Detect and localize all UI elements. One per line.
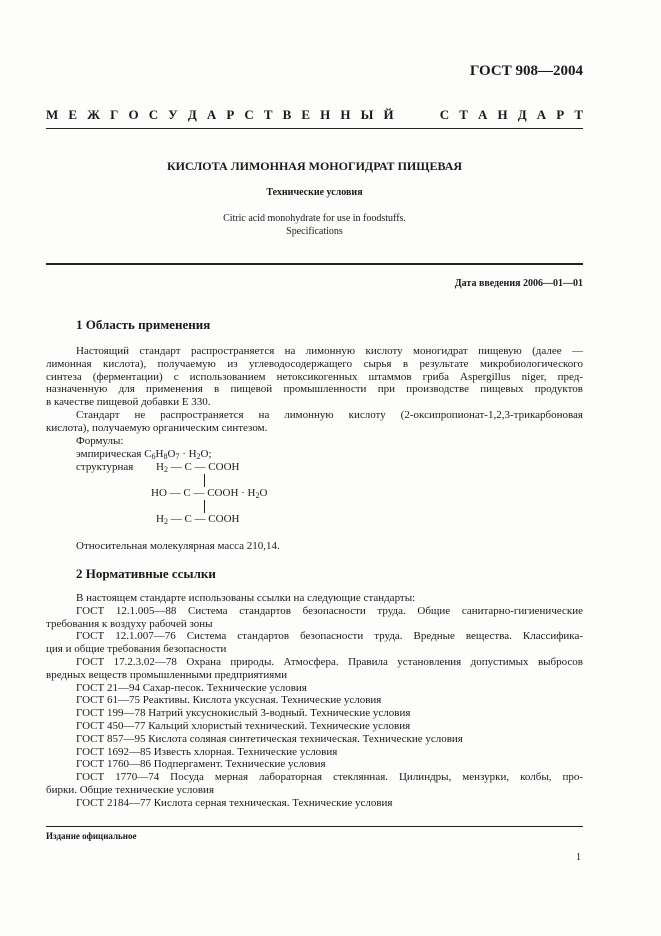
- bond-line: [204, 500, 205, 513]
- page-number: 1: [576, 852, 581, 863]
- interstate-standard-banner: [46, 107, 583, 123]
- english-title-line: Citric acid monohydrate for use in foodstuffs.: [223, 213, 406, 224]
- reference-line: ГОСТ 1692—85 Известь хлорная. Технические условия: [76, 745, 338, 758]
- banner-letter: Т: [459, 107, 468, 122]
- banner-letter: Н: [320, 107, 331, 122]
- section-1-paragraph-1: [46, 345, 583, 409]
- formulas-label: Формулы:: [76, 435, 124, 447]
- reference-line: ция и общие требования безопасности: [46, 643, 227, 656]
- structural-formula-row-3: $H_2$ — C — COOH: [156, 513, 240, 526]
- banner-letter: Р: [556, 107, 565, 122]
- footer-rule: [46, 826, 583, 827]
- reference-line: ГОСТ 1760—86 Подпергамент. Технические условия: [76, 758, 326, 771]
- section-1-heading: 1 Область применения: [76, 317, 211, 332]
- structural-label: структурная: [76, 461, 134, 473]
- text-line: кислота), получаемую органическим синтезом.: [46, 421, 268, 434]
- structural-formula-row-2: HO — C — COOH · $H_2O$: [151, 487, 268, 500]
- structural-formula-row-1: $H_2$ — C — COOH: [156, 461, 240, 474]
- header-rule: [46, 128, 583, 129]
- banner-letter: А: [478, 107, 488, 122]
- reference-line: бирки. Общие технические условия: [46, 783, 215, 796]
- banner-letter: Н: [497, 107, 508, 122]
- banner-letter: У: [168, 107, 178, 122]
- banner-letter: Й: [383, 107, 394, 122]
- bond-line: [204, 474, 205, 487]
- reference-line: ГОСТ 199—78 Натрий уксуснокислый 3-водный. Технические условия: [76, 707, 411, 720]
- reference-line: ГОСТ 21—94 Сахар-песок. Технические условия: [76, 681, 307, 694]
- reference-line: ГОСТ 61—75 Реактивы. Кислота уксусная. Технические условия: [76, 694, 382, 707]
- reference-line: вредных веществ промышленными предприятиями: [46, 668, 288, 681]
- banner-letter: М: [46, 107, 59, 122]
- empirical-formula: эмпирическая $C_6H_8O_7 \cdot H_2O$;: [76, 448, 212, 461]
- banner-letter: О: [128, 107, 139, 122]
- banner-letter: Н: [340, 107, 351, 122]
- text-line: лимонная кислота), получаемую из углеводосодержащего сырья в результате микробиологического: [46, 357, 583, 370]
- banner-letter: Е: [301, 107, 311, 122]
- reference-line: требования к воздуху рабочей зоны: [46, 617, 213, 630]
- banner-letter: В: [282, 107, 292, 122]
- text-line: синтеза (ферментации) с использованием нетоксикогенных штаммов гриба Aspergillus niger, пред-: [46, 370, 583, 383]
- banner-letter: С: [244, 107, 254, 122]
- english-title-line: Specifications: [286, 226, 343, 237]
- reference-line: ГОСТ 17.2.3.02—78 Охрана природы. Атмосфера. Правила установления допустимых выбросов: [76, 655, 583, 668]
- reference-line: ГОСТ 857—95 Кислота соляная синтетическая техническая. Технические условия: [76, 732, 463, 745]
- banner-letter: Р: [226, 107, 235, 122]
- text-line: Настоящий стандарт распространяется на лимонную кислоту моногидрат пищевую (далее —: [76, 345, 583, 357]
- title-rule: [46, 263, 583, 265]
- chemical-formulas: [46, 448, 346, 528]
- section-2-heading: 2 Нормативные ссылки: [76, 566, 216, 581]
- official-edition-label: Издание официальное: [46, 831, 137, 841]
- banner-letter: Т: [263, 107, 273, 122]
- reference-line: В настоящем стандарте использованы ссылки на следующие стандарты:: [76, 592, 416, 604]
- english-title: [46, 212, 583, 238]
- banner-letter: А: [206, 107, 217, 122]
- banner-letter: С: [148, 107, 159, 122]
- reference-line: ГОСТ 2184—77 Кислота серная техническая. Технические условия: [76, 796, 393, 809]
- molecular-mass: Относительная молекулярная масса 210,14.: [76, 540, 280, 552]
- banner-letter: Ж: [87, 107, 100, 122]
- banner-gap: [404, 107, 430, 123]
- reference-line: ГОСТ 450—77 Кальций хлористый технический. Технические условия: [76, 719, 411, 732]
- document-designation: ГОСТ 908—2004: [469, 63, 583, 79]
- section-1-paragraph-2: [46, 409, 583, 435]
- text-line: Стандарт не распространяется на лимонную кислоту (2-оксипропионат-1,2,3-трикарбоновая: [76, 409, 583, 421]
- text-line: в качестве пищевой добавки Е 330.: [46, 396, 211, 409]
- banner-letter: Г: [110, 107, 119, 122]
- reference-line: ГОСТ 12.1.007—76 Система стандартов безопасности труда. Вредные вещества. Классифика-: [76, 630, 583, 643]
- banner-letter: Д: [187, 107, 197, 122]
- introduction-date: Дата введения 2006—01—01: [454, 278, 583, 289]
- document-title: КИСЛОТА ЛИМОННАЯ МОНОГИДРАТ ПИЩЕВАЯ: [166, 159, 463, 173]
- banner-letter: Д: [517, 107, 527, 122]
- reference-line: ГОСТ 12.1.005—88 Система стандартов безопасности труда. Общие санитарно-гигиенические: [76, 604, 583, 617]
- text-line: назначенную для применения в пищевой промышленности при производстве пищевых продуктов: [46, 383, 583, 396]
- reference-line: ГОСТ 1770—74 Посуда мерная лабораторная стеклянная. Цилиндры, мензурки, колбы, про-: [76, 771, 583, 784]
- document-subtitle: Технические условия: [266, 187, 363, 198]
- banner-letter: С: [439, 107, 450, 122]
- normative-references-list: [46, 592, 583, 810]
- banner-letter: Т: [574, 107, 583, 122]
- banner-letter: Ы: [360, 107, 374, 122]
- banner-letter: Е: [68, 107, 78, 122]
- banner-letter: А: [536, 107, 547, 122]
